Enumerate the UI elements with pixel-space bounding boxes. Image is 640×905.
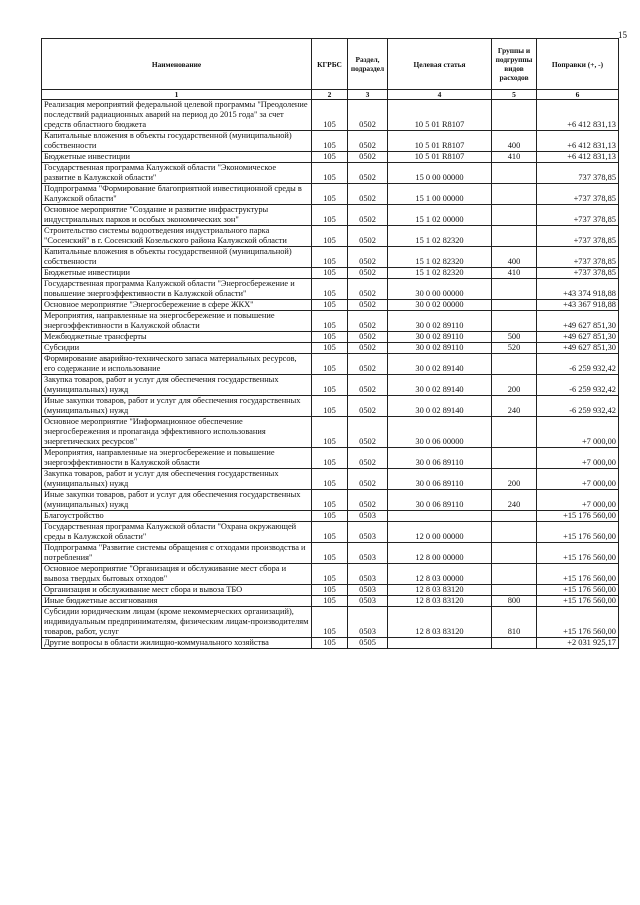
table-row (42, 131, 619, 152)
row-razdel: 0502 (348, 396, 388, 417)
header-kgrbs: КГРБС (312, 39, 348, 90)
column-number-row (42, 90, 619, 100)
row-target: 15 1 02 00000 (388, 205, 492, 226)
row-expense-type (492, 100, 537, 131)
column-number: 2 (312, 90, 348, 100)
row-target: 10 5 01 R8107 (388, 100, 492, 131)
row-expense-type (492, 522, 537, 543)
row-kgrbs: 105 (312, 152, 348, 163)
row-expense-type: 400 (492, 247, 537, 268)
row-expense-type: 410 (492, 268, 537, 279)
row-target: 30 0 06 89110 (388, 469, 492, 490)
row-razdel: 0503 (348, 607, 388, 638)
row-target: 30 0 06 89110 (388, 448, 492, 469)
row-target: 10 5 01 R8107 (388, 131, 492, 152)
row-expense-type: 520 (492, 343, 537, 354)
table-row (42, 448, 619, 469)
row-kgrbs: 105 (312, 279, 348, 300)
row-razdel: 0502 (348, 343, 388, 354)
row-amount: +7 000,00 (537, 490, 619, 511)
row-name: Формирование аварийно-технического запаса материальных ресурсов, его содержание и использование (42, 354, 312, 375)
row-target: 15 1 02 82320 (388, 226, 492, 247)
row-amount: +7 000,00 (537, 448, 619, 469)
row-kgrbs: 105 (312, 184, 348, 205)
row-target: 12 8 03 83120 (388, 585, 492, 596)
row-name: Закупка товаров, работ и услуг для обеспечения государственных (муниципальных) нужд (42, 375, 312, 396)
row-amount: +43 367 918,88 (537, 300, 619, 311)
row-kgrbs: 105 (312, 396, 348, 417)
table-row (42, 564, 619, 585)
row-target: 15 1 02 82320 (388, 247, 492, 268)
row-amount: +737 378,85 (537, 184, 619, 205)
row-kgrbs: 105 (312, 247, 348, 268)
table-header-row (42, 39, 619, 90)
column-number: 3 (348, 90, 388, 100)
row-razdel: 0502 (348, 417, 388, 448)
row-name: Иные закупки товаров, работ и услуг для обеспечения государственных (муниципальных) нужд (42, 396, 312, 417)
row-target: 30 0 02 89110 (388, 311, 492, 332)
table-row (42, 396, 619, 417)
row-target: 12 8 00 00000 (388, 543, 492, 564)
row-amount: 737 378,85 (537, 163, 619, 184)
row-name: Иные закупки товаров, работ и услуг для обеспечения государственных (муниципальных) нужд (42, 490, 312, 511)
row-razdel: 0502 (348, 268, 388, 279)
row-razdel: 0502 (348, 300, 388, 311)
page-number: 15 (618, 30, 627, 40)
row-expense-type: 500 (492, 332, 537, 343)
table-row (42, 247, 619, 268)
row-target: 10 5 01 R8107 (388, 152, 492, 163)
row-amount: +7 000,00 (537, 417, 619, 448)
row-name: Субсидии юридическим лицам (кроме некоммерческих организаций), индивидуальным предпринимателям, физическим лицам-производителям товаров, работ, услуг (42, 607, 312, 638)
row-amount: -6 259 932,42 (537, 354, 619, 375)
table-row (42, 184, 619, 205)
table-row (42, 543, 619, 564)
row-razdel: 0502 (348, 100, 388, 131)
row-expense-type (492, 564, 537, 585)
table-row (42, 163, 619, 184)
row-expense-type: 810 (492, 607, 537, 638)
row-razdel: 0502 (348, 131, 388, 152)
row-target: 12 8 03 83120 (388, 607, 492, 638)
row-expense-type (492, 417, 537, 448)
row-kgrbs: 105 (312, 354, 348, 375)
row-name: Бюджетные инвестиции (42, 152, 312, 163)
row-amount: -6 259 932,42 (537, 375, 619, 396)
row-target: 30 0 02 89140 (388, 396, 492, 417)
row-target: 12 8 03 00000 (388, 564, 492, 585)
row-razdel: 0503 (348, 564, 388, 585)
row-name: Основное мероприятие "Информационное обеспечение энергосбережения и пропаганда эффективного использования энергетических ресурсов" (42, 417, 312, 448)
row-kgrbs: 105 (312, 469, 348, 490)
row-name: Строительство системы водоотведения индустриального парка "Сосенский" в г. Сосенский Козельского района Калужской области (42, 226, 312, 247)
table-row (42, 152, 619, 163)
row-razdel: 0502 (348, 311, 388, 332)
row-kgrbs: 105 (312, 607, 348, 638)
row-amount: +49 627 851,30 (537, 343, 619, 354)
row-name: Мероприятия, направленные на энергосбережение и повышение энергоэффективности в Калужской области (42, 311, 312, 332)
row-expense-type: 400 (492, 131, 537, 152)
row-target: 30 0 02 89140 (388, 375, 492, 396)
row-name: Бюджетные инвестиции (42, 268, 312, 279)
row-name: Межбюджетные трансферты (42, 332, 312, 343)
row-target (388, 638, 492, 649)
row-kgrbs: 105 (312, 226, 348, 247)
table-row (42, 354, 619, 375)
row-kgrbs: 105 (312, 564, 348, 585)
row-name: Подпрограмма "Формирование благоприятной инвестиционной среды в Калужской области" (42, 184, 312, 205)
row-kgrbs: 105 (312, 490, 348, 511)
table-row (42, 375, 619, 396)
budget-amendments-table (41, 38, 619, 649)
row-razdel: 0503 (348, 585, 388, 596)
row-target: 30 0 06 89110 (388, 490, 492, 511)
row-amount: +15 176 560,00 (537, 522, 619, 543)
row-target: 12 8 03 83120 (388, 596, 492, 607)
row-expense-type (492, 585, 537, 596)
table-body (42, 100, 619, 649)
row-name: Государственная программа Калужской области "Энергосбережение и повышение энергоэффективности в Калужской области" (42, 279, 312, 300)
row-razdel: 0502 (348, 152, 388, 163)
row-name: Иные бюджетные ассигнования (42, 596, 312, 607)
header-name: Наименование (42, 39, 312, 90)
row-expense-type (492, 184, 537, 205)
row-target: 15 0 00 00000 (388, 163, 492, 184)
row-kgrbs: 105 (312, 100, 348, 131)
table-row (42, 607, 619, 638)
row-expense-type (492, 300, 537, 311)
row-name: Основное мероприятие "Организация и обслуживание мест сбора и вывоза твердых бытовых отходов" (42, 564, 312, 585)
row-razdel: 0502 (348, 247, 388, 268)
row-name: Государственная программа Калужской области "Экономическое развитие в Калужской области" (42, 163, 312, 184)
row-amount: +15 176 560,00 (537, 585, 619, 596)
row-expense-type: 200 (492, 469, 537, 490)
row-amount: +43 374 918,88 (537, 279, 619, 300)
row-amount: +737 378,85 (537, 268, 619, 279)
row-name: Основное мероприятие "Создание и развитие инфраструктуры индустриальных парков и особых экономических зон" (42, 205, 312, 226)
row-target: 15 1 00 00000 (388, 184, 492, 205)
row-name: Другие вопросы в области жилищно-коммунального хозяйства (42, 638, 312, 649)
row-expense-type: 240 (492, 490, 537, 511)
row-kgrbs: 105 (312, 332, 348, 343)
table-row (42, 596, 619, 607)
row-razdel: 0502 (348, 332, 388, 343)
row-name: Закупка товаров, работ и услуг для обеспечения государственных (муниципальных) нужд (42, 469, 312, 490)
row-kgrbs: 105 (312, 311, 348, 332)
header-groups: Группы и подгруппы видов расходов (492, 39, 537, 90)
header-razdel: Раздел, подраздел (348, 39, 388, 90)
row-razdel: 0502 (348, 448, 388, 469)
row-amount: +737 378,85 (537, 226, 619, 247)
header-target: Целевая статья (388, 39, 492, 90)
row-kgrbs: 105 (312, 343, 348, 354)
row-kgrbs: 105 (312, 163, 348, 184)
row-razdel: 0503 (348, 522, 388, 543)
table-row (42, 490, 619, 511)
row-amount: +7 000,00 (537, 469, 619, 490)
table-row (42, 279, 619, 300)
table-row (42, 469, 619, 490)
table-row (42, 226, 619, 247)
row-expense-type: 800 (492, 596, 537, 607)
row-target (388, 511, 492, 522)
row-kgrbs: 105 (312, 448, 348, 469)
row-razdel: 0503 (348, 511, 388, 522)
row-amount: +15 176 560,00 (537, 543, 619, 564)
row-razdel: 0502 (348, 226, 388, 247)
row-name: Организация и обслуживание мест сбора и вывоза ТБО (42, 585, 312, 596)
row-name: Капитальные вложения в объекты государственной (муниципальной) собственности (42, 131, 312, 152)
row-expense-type (492, 311, 537, 332)
row-expense-type (492, 448, 537, 469)
table-row (42, 511, 619, 522)
row-razdel: 0502 (348, 469, 388, 490)
column-number: 5 (492, 90, 537, 100)
row-amount: +6 412 831,13 (537, 131, 619, 152)
row-kgrbs: 105 (312, 417, 348, 448)
row-kgrbs: 105 (312, 596, 348, 607)
table-row (42, 585, 619, 596)
row-amount: +49 627 851,30 (537, 332, 619, 343)
table-row (42, 300, 619, 311)
row-target: 12 0 00 00000 (388, 522, 492, 543)
row-kgrbs: 105 (312, 511, 348, 522)
row-target: 15 1 02 82320 (388, 268, 492, 279)
row-expense-type (492, 163, 537, 184)
row-target: 30 0 02 00000 (388, 300, 492, 311)
row-amount: +15 176 560,00 (537, 596, 619, 607)
column-number: 4 (388, 90, 492, 100)
row-amount: +15 176 560,00 (537, 511, 619, 522)
row-name: Субсидии (42, 343, 312, 354)
row-amount: +6 412 831,13 (537, 100, 619, 131)
table-row (42, 100, 619, 131)
row-name: Мероприятия, направленные на энергосбережение и повышение энергоэффективности в Калужской области (42, 448, 312, 469)
row-target: 30 0 02 89110 (388, 343, 492, 354)
row-amount: +49 627 851,30 (537, 311, 619, 332)
row-razdel: 0502 (348, 354, 388, 375)
row-target: 30 0 06 00000 (388, 417, 492, 448)
row-amount: -6 259 932,42 (537, 396, 619, 417)
row-razdel: 0503 (348, 543, 388, 564)
row-kgrbs: 105 (312, 300, 348, 311)
row-kgrbs: 105 (312, 131, 348, 152)
row-expense-type (492, 511, 537, 522)
row-razdel: 0502 (348, 184, 388, 205)
row-expense-type (492, 543, 537, 564)
row-amount: +737 378,85 (537, 247, 619, 268)
row-razdel: 0505 (348, 638, 388, 649)
row-target: 30 0 00 00000 (388, 279, 492, 300)
table-row (42, 638, 619, 649)
table-row (42, 311, 619, 332)
header-amendments: Поправки (+, -) (537, 39, 619, 90)
row-amount: +737 378,85 (537, 205, 619, 226)
row-kgrbs: 105 (312, 375, 348, 396)
row-amount: +6 412 831,13 (537, 152, 619, 163)
row-amount: +15 176 560,00 (537, 564, 619, 585)
row-expense-type (492, 226, 537, 247)
table-row (42, 268, 619, 279)
row-expense-type (492, 354, 537, 375)
row-amount: +2 031 925,17 (537, 638, 619, 649)
row-name: Государственная программа Калужской области "Охрана окружающей среды в Калужской области" (42, 522, 312, 543)
row-kgrbs: 105 (312, 268, 348, 279)
table-row (42, 522, 619, 543)
row-razdel: 0502 (348, 279, 388, 300)
row-name: Основное мероприятие "Энергосбережение в сфере ЖКХ" (42, 300, 312, 311)
column-number: 6 (537, 90, 619, 100)
row-razdel: 0502 (348, 163, 388, 184)
row-kgrbs: 105 (312, 522, 348, 543)
table-row (42, 417, 619, 448)
row-razdel: 0502 (348, 375, 388, 396)
table-row (42, 332, 619, 343)
row-target: 30 0 02 89110 (388, 332, 492, 343)
row-name: Капитальные вложения в объекты государственной (муниципальной) собственности (42, 247, 312, 268)
row-name: Реализация мероприятий федеральной целевой программы "Преодоление последствий радиационных аварий на период до 2015 года" за счет средств областного бюджета (42, 100, 312, 131)
row-name: Благоустройство (42, 511, 312, 522)
column-number: 1 (42, 90, 312, 100)
table-row (42, 343, 619, 354)
row-target: 30 0 02 89140 (388, 354, 492, 375)
row-expense-type (492, 205, 537, 226)
row-kgrbs: 105 (312, 585, 348, 596)
row-kgrbs: 105 (312, 205, 348, 226)
row-razdel: 0503 (348, 596, 388, 607)
row-razdel: 0502 (348, 205, 388, 226)
row-razdel: 0502 (348, 490, 388, 511)
row-name: Подпрограмма "Развитие системы обращения с отходами производства и потребления" (42, 543, 312, 564)
row-expense-type: 240 (492, 396, 537, 417)
row-expense-type (492, 279, 537, 300)
row-amount: +15 176 560,00 (537, 607, 619, 638)
row-expense-type: 410 (492, 152, 537, 163)
row-kgrbs: 105 (312, 543, 348, 564)
row-expense-type (492, 638, 537, 649)
row-expense-type: 200 (492, 375, 537, 396)
row-kgrbs: 105 (312, 638, 348, 649)
table-row (42, 205, 619, 226)
